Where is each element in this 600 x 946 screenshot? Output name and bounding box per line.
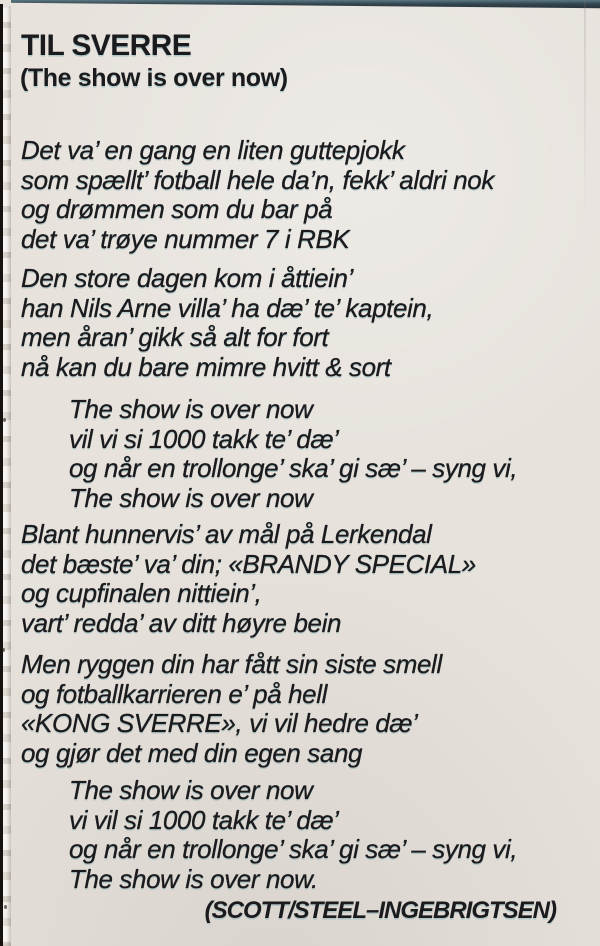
lyric-line: The show is over now	[69, 394, 313, 424]
lyric-line: vi vil si 1000 takk te’ dæ’	[69, 804, 339, 835]
paper-speck	[2, 648, 5, 652]
lyric-line: han Nils Arne villa’ ha dæ’ te’ kaptein,	[21, 292, 434, 323]
lyric-line: og gjør det med din egen sang	[21, 737, 363, 768]
lyric-line: og fotballkarrieren e’ på hell	[21, 678, 327, 709]
lyric-line: «KONG SVERRE», vi vil hedre dæ’	[21, 708, 418, 738]
lyric-line: og når en trollonge’ ska’ gi sæ’ – syng vi,	[69, 453, 518, 483]
paper-crease	[584, 0, 586, 230]
lyric-line: The show is over now	[69, 775, 313, 805]
lyric-line: nå kan du bare mimre hvitt & sort	[21, 351, 391, 382]
lyric-line: The show is over now.	[69, 863, 318, 894]
song-subtitle: (The show is over now)	[20, 64, 288, 92]
lyric-line: vil vi si 1000 takk te’ dæ’	[69, 423, 339, 454]
song-title: TIL SVERRE	[21, 29, 192, 62]
lyric-line: Den store dagen kom i åttiein’	[21, 263, 353, 293]
chorus-2	[69, 776, 517, 894]
lyric-line: og cupfinalen nittiein’,	[21, 578, 262, 608]
lyric-line: vart’ redda’ av ditt høyre bein	[21, 607, 342, 638]
lyric-line: som spællt’ fotball hele da’n, fekk’ aldri nok	[21, 164, 494, 195]
verse-3	[21, 520, 476, 638]
chorus-1	[69, 395, 517, 513]
lyric-line: Blant hunnervis’ av mål på Lerkendal	[21, 519, 432, 549]
lyric-line: det va’ trøye nummer 7 i RBK	[21, 223, 350, 254]
lyric-line: Det va’ en gang en liten guttepjokk	[21, 135, 405, 165]
lyric-line: The show is over now	[69, 482, 313, 513]
lyric-line: og drømmen som du bar på	[21, 194, 333, 224]
songwriter-credit: (SCOTT/STEEL–INGEBRIGTSEN)	[204, 897, 556, 924]
paper-speck	[3, 418, 6, 422]
verse-1	[21, 136, 494, 254]
verse-2	[21, 264, 433, 382]
torn-paper-edge	[3, 6, 11, 946]
lyric-line: og når en trollonge’ ska’ gi sæ’ – syng vi,	[69, 834, 518, 864]
top-edge-bar	[11, 0, 600, 10]
verse-4	[21, 650, 442, 768]
lyric-line: Men ryggen din har fått sin siste smell	[21, 649, 442, 679]
lyric-line: men åran’ gikk så alt for fort	[21, 322, 329, 352]
lyric-line: det bæste’ va’ din; «BRANDY SPECIAL»	[21, 548, 476, 579]
